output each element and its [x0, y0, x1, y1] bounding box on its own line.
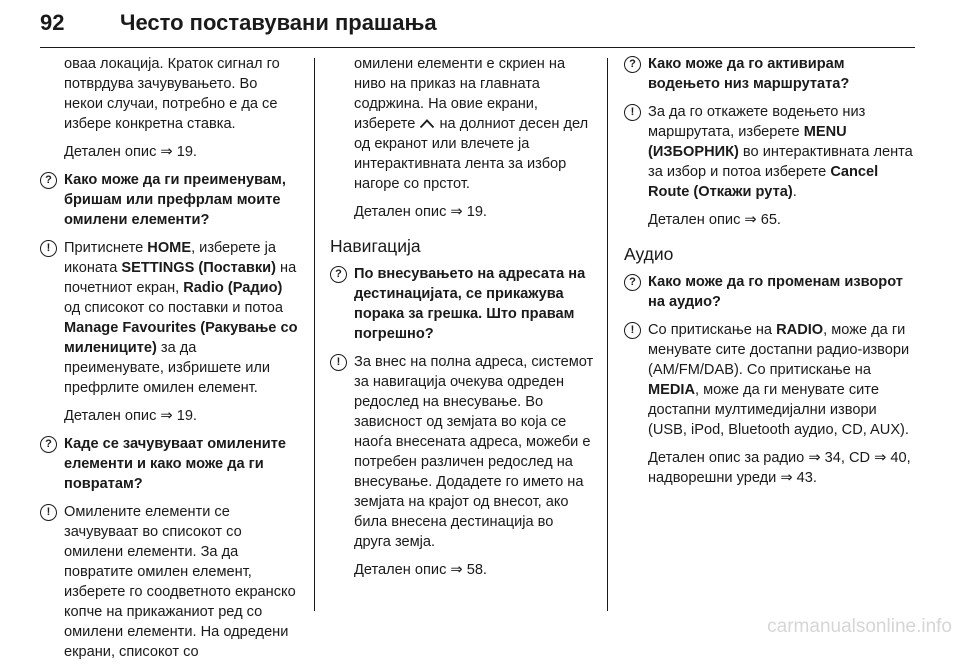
question-icon: ? — [40, 172, 57, 189]
answer-address-error — [330, 352, 594, 552]
home-key-label: HOME — [147, 240, 192, 256]
question-route-guidance — [624, 54, 916, 94]
answer-reference: Детален опис за радио ⇒ 34, CD ⇒ 40, надворешни уреди ⇒ 43. — [648, 450, 911, 486]
answer-icon: ! — [624, 104, 641, 121]
radio-label: Radio (Радио) — [183, 280, 283, 296]
column-right — [624, 54, 916, 496]
answer-text: Омилените елементи се зачувуваат во списокот со омилени елементи. За да повратите омилен елемент, изберете го соодветното екранско копче на прикажаниот ред со омилени елементи. На одредени екрани, списокот со — [64, 504, 296, 660]
question-audio-source — [624, 272, 916, 312]
answer-audio-source: ! Со притискање на RADIO, може да ги менувате сите достапни радио-извори (AM/FM/DAB). Со притискање на MEDIA, може да ги менувате сите достапни мултимедијални извори (USB, iPod, Bluetooth аудио, CD, AUX). — [624, 320, 916, 440]
manage-favourites-label: Manage Favourites (Ракување со миленицитe) — [64, 320, 298, 356]
answer-icon: ! — [40, 504, 57, 521]
intro-reference: Детален опис ⇒ 19. — [64, 144, 197, 160]
header-divider — [40, 47, 915, 48]
question-text: Како може да го променам изворот на аудио? — [648, 274, 903, 310]
question-text: Каде се зачувуваат омилените елементи и како може да ги повратам? — [64, 436, 286, 492]
settings-label: SETTINGS (Поставки) — [121, 260, 276, 276]
answer-text: За внес на полна адреса, системот за навигација очекува одреден редослед на внесување. Во зависност од земјата во која се наоѓа внесената адреса, можеби е потребен различен редослед на внесување. Додадете го името на земјата на крајот од внесот, ако била внесена дестинација во друга земја. — [354, 354, 594, 550]
answer-icon: ! — [40, 240, 57, 257]
question-icon: ? — [624, 56, 641, 73]
page-number: 92 — [40, 10, 65, 35]
answer-icon: ! — [330, 354, 347, 371]
question-icon: ? — [40, 436, 57, 453]
question-favourites-storage — [40, 434, 300, 494]
section-heading-navigation: Навигација — [330, 236, 421, 256]
question-icon: ? — [624, 274, 641, 291]
intro-text: оваа локација. Краток сигнал го потврдува зачувувањето. Во некои случаи, потребно е да се избере конкретна ставка. — [64, 56, 280, 132]
page-header — [40, 10, 915, 46]
continued-text: омилени елементи е скриен на ниво на приказ на главната содржина. На овие екрани, изберете на долниот десен дел од екранот или влечете ја интерактивната лента за избор нагоре со прстот. — [354, 56, 589, 192]
answer-icon: ! — [624, 322, 641, 339]
question-address-error — [330, 264, 594, 344]
answer-route-guidance: ! За да го откажете водењето низ маршрутата, изберете MENU (ИЗБОРНИК) во интерактивната лента за избор и потоа изберете Cancel Route (Откажи рута). — [624, 102, 916, 202]
answer-reference: Детален опис ⇒ 65. — [648, 212, 781, 228]
question-icon: ? — [330, 266, 347, 283]
section-heading-audio: Аудио — [624, 244, 674, 264]
answer-favourites-storage — [40, 502, 300, 662]
question-favourites-manage — [40, 170, 300, 230]
radio-key-label: RADIO — [776, 322, 824, 338]
answer-favourites-manage: ! Притиснете HOME, изберете ја иконата SETTINGS (Поставки) на почетниот екран, Radio (Радио) од списокот со поставки и потоа Manage Favourites (Ракување со миленицитe) за да преименувате, избришете или префрлите омилен елемент. — [40, 238, 300, 398]
column-middle — [330, 54, 594, 588]
watermark: carmanualsonline.info — [767, 616, 952, 637]
answer-reference: Детален опис ⇒ 19. — [64, 408, 197, 424]
question-text: Како може да ги преименувам, бришам или префрлам моите омилени елементи? — [64, 172, 286, 228]
answer-reference: Детален опис ⇒ 58. — [354, 562, 487, 578]
column-divider-1 — [314, 58, 315, 611]
question-text: По внесувањето на адресата на дестинацијата, се прикажува порака за грешка. Што правам погрешно? — [354, 266, 586, 342]
chevron-up-icon — [419, 118, 435, 129]
media-key-label: MEDIA — [648, 382, 696, 398]
cancel-route-label: Cancel Route (Откажи рута) — [648, 164, 879, 200]
question-text: Како може да го активирам водењето низ маршрутата? — [648, 56, 850, 92]
page-title: Често поставувани прашања — [120, 10, 437, 35]
continued-reference: Детален опис ⇒ 19. — [354, 204, 487, 220]
column-divider-2 — [607, 58, 608, 611]
menu-label: MENU (ИЗБОРНИК) — [648, 124, 847, 160]
column-left — [40, 54, 300, 670]
